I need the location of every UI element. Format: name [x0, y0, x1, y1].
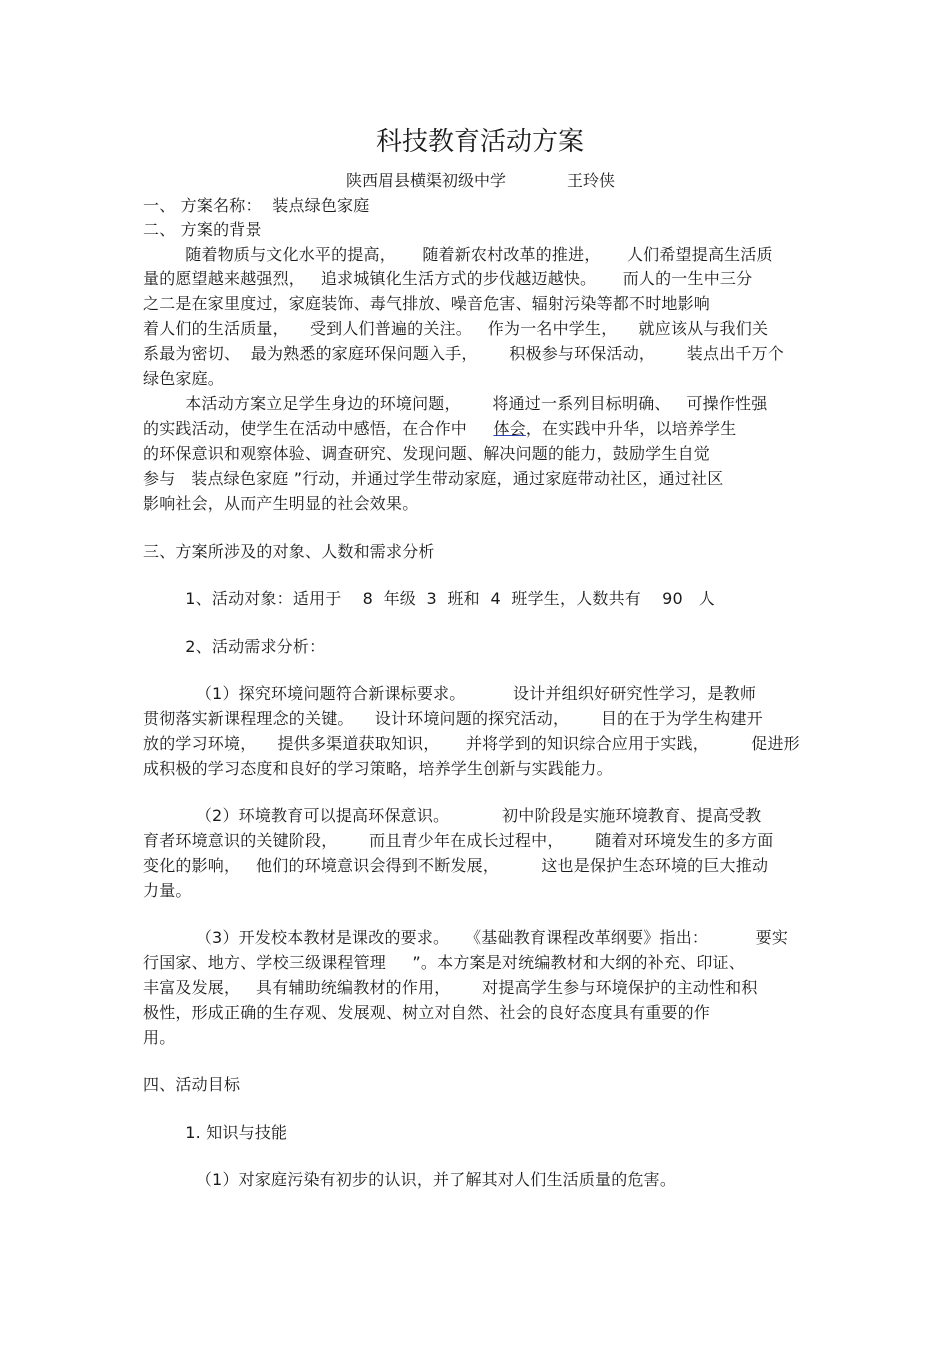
need-2-line: 力量。 [143, 881, 192, 900]
need-1-line: 成积极的学习态度和良好的学习策略，培养学生创新与实践能力。 [143, 759, 613, 778]
plan-line: 本活动方案立足学生身边的环境问题， 将通过一系列目标明确、 可操作性强 [143, 394, 768, 413]
activity-target-line: 1、活动对象：适用于 8 年级 3 班和 4 班学生，人数共有 90 人 [143, 589, 715, 608]
need-3-line: 丰富及发展， 具有辅助统编教材的作用， 对提高学生参与环境保护的主动性和积 [143, 978, 758, 997]
need-1-line: 放的学习环境， 提供多渠道获取知识， 并将学到的知识综合应用于实践， 促进形 [143, 734, 800, 753]
plan-line [143, 418, 736, 440]
background-line: 随着物质与文化水平的提高， 随着新农村改革的推进， 人们希望提高生活质 [143, 245, 773, 264]
plan-text: 的实践活动，使学生在活动中感悟，在合作中 [143, 419, 494, 438]
goal-1-line: （1）对家庭污染有初步的认识，并了解其对人们生活质量的危害。 [143, 1170, 677, 1189]
need-3-line: （3）开发校本教材是课改的要求。 《基础教育课程改革纲要》指出： 要实 [143, 928, 789, 947]
background-line: 量的愿望越来越强烈， 追求城镇化生活方式的步伐越迈越快。 而人的一生中三分 [143, 269, 753, 288]
goal-heading: 1. 知识与技能 [143, 1123, 288, 1142]
section-1-heading: 一、 方案名称： 装点绿色家庭 [143, 196, 370, 215]
need-3-line: 行国家、地方、学校三级课程管理 ”。本方案是对统编教材和大纲的补充、印证、 [143, 953, 745, 972]
author-byline: 陕西眉县横渠初级中学 王玲侠 [346, 171, 616, 190]
need-2-line: 变化的影响， 他们的环境意识会得到不断发展， 这也是保护生态环境的巨大推动 [143, 856, 769, 875]
plan-line: 影响社会，从而产生明显的社会效果。 [143, 494, 419, 513]
need-2-line: （2）环境教育可以提高环保意识。 初中阶段是实施环境教育、提高受教 [143, 806, 762, 825]
need-2-line: 育者环境意识的关键阶段， 而且青少年在成长过程中， 随着对环境发生的多方面 [143, 831, 774, 850]
plan-line: 的环保意识和观察体验、调查研究、发现问题、解决问题的能力，鼓励学生自觉 [143, 444, 711, 463]
section-4-heading: 四、活动目标 [143, 1075, 241, 1094]
need-3-line: 极性，形成正确的生存观、发展观、树立对自然、社会的良好态度具有重要的作 [143, 1003, 711, 1022]
background-line: 绿色家庭。 [143, 369, 225, 388]
needs-heading: 2、活动需求分析： [143, 637, 326, 656]
tihui-link[interactable]: 体会 [493, 419, 526, 438]
plan-text: ，在实践中升华，以培养学生 [525, 419, 737, 438]
need-1-line: （1）探究环境问题符合新课标要求。 设计并组织好研究性学习，是教师 [143, 684, 757, 703]
section-3-heading: 三、方案所涉及的对象、人数和需求分析 [143, 542, 435, 561]
plan-line: 参与 装点绿色家庭 ”行动，并通过学生带动家庭，通过家庭带动社区，通过社区 [143, 469, 724, 488]
need-3-line: 用。 [143, 1028, 176, 1047]
need-1-line: 贯彻落实新课程理念的关键。 设计环境问题的探究活动， 目的在于为学生构建开 [143, 709, 763, 728]
section-2-heading: 二、 方案的背景 [143, 220, 262, 239]
document-title: 科技教育活动方案 [375, 127, 584, 157]
background-line: 系最为密切、 最为熟悉的家庭环保问题入手， 积极参与环保活动， 装点出千万个 [143, 344, 785, 363]
background-line: 着人们的生活质量， 受到人们普遍的关注。 作为一名中学生， 就应该从与我们关 [143, 319, 769, 338]
background-line: 之二是在家里度过，家庭装饰、毒气排放、噪音危害、辐射污染等都不时地影响 [143, 294, 711, 313]
